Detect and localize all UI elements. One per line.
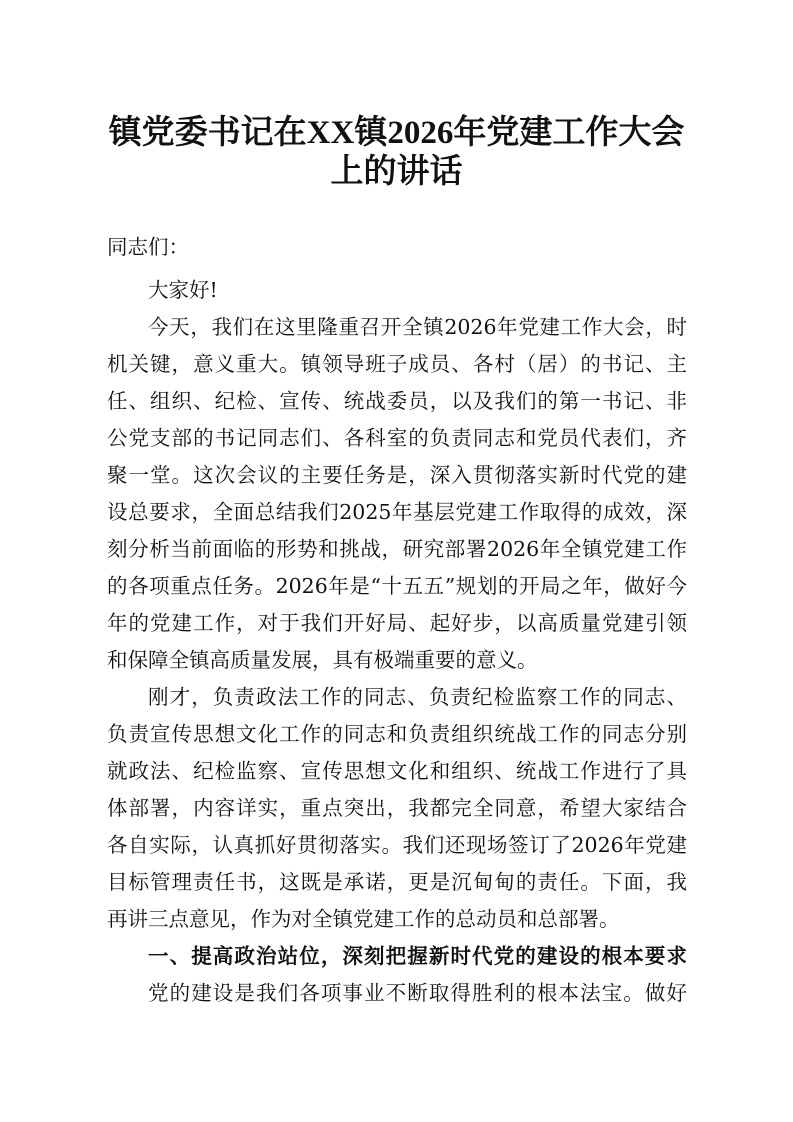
paragraph-line: 和保障全镇高质量发展，具有极端重要的意义。 — [107, 648, 538, 672]
paragraph-line: 的各项重点任务。2026年是“十五五”规划的开局之年，做好今 — [107, 574, 687, 598]
paragraph-line: 今天，我们在这里隆重召开全镇2026年党建工作大会，时 — [148, 315, 687, 339]
paragraph-line: 体部署，内容详实，重点突出，我都完全同意，希望大家结合 — [107, 796, 687, 820]
paragraph-line: 各自实际，认真抓好贯彻落实。我们还现场签订了2026年党建 — [107, 833, 687, 857]
paragraph-line: 任、组织、纪检、宣传、统战委员，以及我们的第一书记、非 — [107, 389, 687, 413]
salutation: 同志们： — [107, 235, 189, 259]
paragraph-line: 负责宣传思想文化工作的同志和负责组织统战工作的同志分别 — [107, 722, 687, 746]
paragraph-line: 机关键，意义重大。镇领导班子成员、各村（居）的书记、主 — [107, 352, 687, 376]
document-title-line-2: 上的讲话 — [330, 154, 463, 190]
paragraph-line: 聚一堂。这次会议的主要任务是，深入贯彻落实新时代党的建 — [107, 463, 687, 487]
paragraph-line: 刚才，负责政法工作的同志、负责纪检监察工作的同志、 — [148, 685, 687, 709]
section-heading: 一、提高政治站位，深刻把握新时代党的建设的根本要求 — [148, 944, 687, 968]
greeting: 大家好! — [148, 278, 218, 302]
paragraph-line: 年的党建工作，对于我们开好局、起好步，以高质量党建引领 — [107, 611, 687, 635]
paragraph-line: 设总要求，全面总结我们2025年基层党建工作取得的成效，深 — [107, 500, 687, 524]
paragraph-line: 再讲三点意见，作为对全镇党建工作的总动员和总部署。 — [107, 907, 620, 931]
paragraph-line: 目标管理责任书，这既是承诺，更是沉甸甸的责任。下面，我 — [107, 870, 687, 894]
document-title-line-1: 镇党委书记在XX镇2026年党建工作大会 — [108, 115, 685, 151]
paragraph-line: 就政法、纪检监察、宣传思想文化和组织、统战工作进行了具 — [107, 759, 687, 783]
paragraph-line: 公党支部的书记同志们、各科室的负责同志和党员代表们，齐 — [107, 426, 687, 450]
paragraph-line: 刻分析当前面临的形势和挑战，研究部署2026年全镇党建工作 — [107, 537, 687, 561]
paragraph-line: 党的建设是我们各项事业不断取得胜利的根本法宝。做好 — [148, 981, 687, 1005]
